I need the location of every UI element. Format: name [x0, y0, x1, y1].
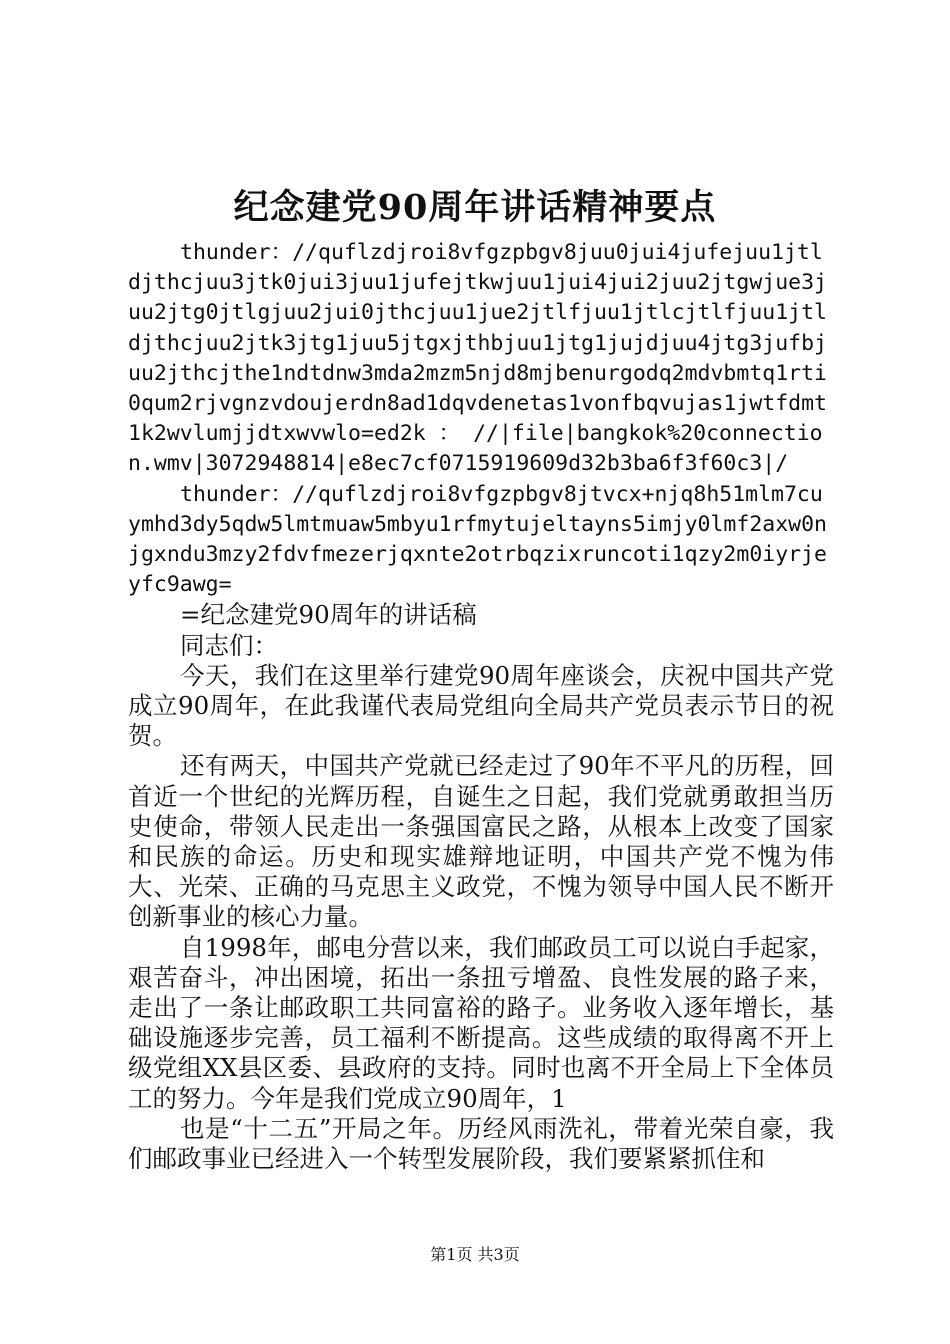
- paragraph-body: 自1998年，邮电分营以来，我们邮政员工可以说白手起家，艰苦奋斗，冲出困境，拓出一条扭亏增盈、良性发展的路子来，走出了一条让邮政职工共同富裕的路子。业务收入逐年增长，基础设施逐步完善，员工福利不断提高。这些成绩的取得离不开上级党组XX县区委、县政府的支持。同时也离不开全局上下全体员工的努力。今年是我们党成立90周年，1: [128, 932, 834, 1113]
- document-body: [128, 238, 834, 1174]
- paragraph-body: 今天，我们在这里举行建党90周年座谈会，庆祝中国共产党成立90周年，在此我谨代表局党组向全局共产党员表示节日的祝贺。: [128, 660, 834, 751]
- page-footer: 第1页 共3页: [430, 1245, 520, 1264]
- paragraph-body: 还有两天，中国共产党就已经走过了90年不平凡的历程，回首近一个世纪的光辉历程，自诞生之日起，我们党就勇敢担当历史使命，带领人民走出一条强国富民之路，从根本上改变了国家和民族的命运。历史和现实雄辩地证明，中国共产党不愧为伟大、光荣、正确的马克思主义政党，不愧为领导中国人民不断开创新事业的核心力量。: [128, 751, 834, 932]
- paragraph-thunder-link-2: thunder：//quflzdjroi8vfgzpbgv8jtvcx+njq8h51mlm7cuymhd3dy5qdw5lmtmuaw5mbyu1rfmytujeltayns5imjy0lmf2axw0njgxndu3mzy2fdvfmezerjqxnte2otrbqzixruncoti1qzy2m0iyrjeyfc9awg=: [128, 481, 827, 598]
- paragraph-salutation: 同志们：: [180, 630, 278, 660]
- paragraph-subtitle: =纪念建党90周年的讲话稿: [180, 600, 477, 630]
- paragraph-thunder-link-1: thunder：//quflzdjroi8vfgzpbgv8juu0jui4jufejuu1jtldjthcjuu3jtk0jui3juu1jufejtkwjuu1jui4jui2juu2jtgwjue3juu2jtg0jtlgjuu2jui0jthcjuu1jue2jtlfjuu1jtlcjtlfjuu1jtldjthcjuu2jtk3jtg1juu5jtgxjthbjuu1jtg1jujdjuu4jtg3jufbjuu2jthcjthe1ndtdnw3mda2mzm5njd8mjbenurgodq2mdvbmtq1rti0qum2rjvgnzvdoujerdn8ad1dqvdenetas1vonfbqvujas1jwtfdmt1k2wvlumjjdtxwvwlo=ed2k ： //|file|bangkok%20connection.wmv|3072948814|e8ec7cf0715919609d32b3ba6f3f60c3|/: [128, 240, 827, 477]
- document-title: 纪念建党90周年讲话精神要点: [233, 187, 717, 228]
- paragraph-body: 也是“十二五”开局之年。历经风雨洗礼，带着光荣自豪，我们邮政事业已经进入一个转型发展阶段，我们要紧紧抓住和: [128, 1113, 834, 1174]
